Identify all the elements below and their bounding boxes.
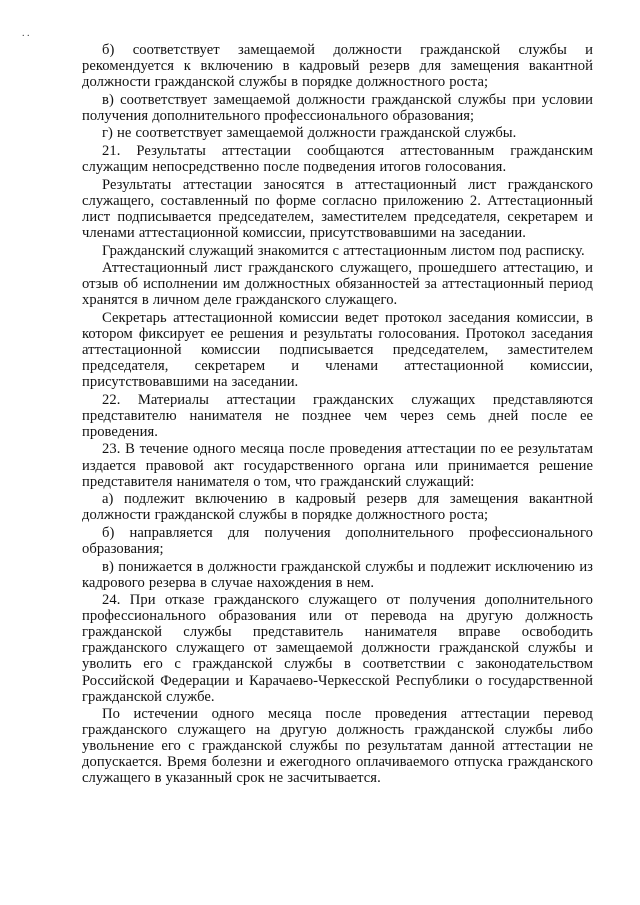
paragraph-22-materials: 22. Материалы аттестации гражданских служащих представляются представителю нанимателя не позднее чем через семь дней после ее проведения.	[82, 391, 593, 440]
paragraph-24-refusal: 24. При отказе гражданского служащего от получения дополнительного профессионального образования или от перевода на другую должность гражданской службы представитель нанимателя вправе освободить гражданского служащего от замещаемой должности гражданской службы и уволить его с гражданской службы в соответствии с законодательством Российской Федерации и Карачаево-Черкесской Республики о государственной гражданской службе.	[82, 592, 593, 705]
paragraph-v-conditional: в) соответствует замещаемой должности гражданской службы при условии получения дополнительного профессионального образования;	[82, 91, 593, 124]
paragraph-personal-file: Аттестационный лист гражданского служащего, прошедшего аттестацию, и отзыв об исполнении им должностных обязанностей за аттестационный период хранятся в личном деле гражданского служащего.	[82, 260, 593, 309]
paragraph-v-demotion: в) понижается в должности гражданской службы и подлежит исключению из кадрового резерва в случае нахождения в нем.	[82, 558, 593, 591]
paragraph-results-recorded: Результаты аттестации заносятся в аттестационный лист гражданского служащего, составленный по форме согласно приложению 2. Аттестационный лист подписывается председателем, заместителем председателя, секретарем и членами аттестационной комиссии, присутствовавшими на заседании.	[82, 176, 593, 241]
margin-mark: . .	[22, 28, 30, 39]
paragraph-g-not-corresponds: г) не соответствует замещаемой должности гражданской службы.	[102, 125, 517, 142]
document-body	[82, 42, 593, 788]
paragraph-b-recommended: б) соответствует замещаемой должности гражданской службы и рекомендуется к включению в кадровый резерв для замещения вакантной должности гражданской службы в порядке должностного роста;	[82, 42, 593, 91]
paragraph-time-limit: По истечении одного месяца после проведения аттестации перевод гражданского служащего на другую должность гражданской службы либо увольнение его с гражданской службы по результатам данной аттестации не допускается. Время болезни и ежегодного оплачиваемого отпуска гражданского служащего в указанный срок не засчитывается.	[82, 706, 593, 787]
paragraph-a-reserve: а) подлежит включению в кадровый резерв для замещения вакантной должности гражданской службы в порядке должностного роста;	[82, 491, 593, 524]
paragraph-23-decision: 23. В течение одного месяца после проведения аттестации по ее результатам издается правовой акт государственного органа или принимается решение представителя нанимателя о том, что гражданский служащий:	[82, 441, 593, 490]
paragraph-b-education: б) направляется для получения дополнительного профессионального образования;	[82, 524, 593, 557]
paragraph-21-results-communicated: 21. Результаты аттестации сообщаются аттестованным гражданским служащим непосредственно после подведения итогов голосования.	[82, 143, 593, 176]
paragraph-secretary-protocol: Секретарь аттестационной комиссии ведет протокол заседания комиссии, в котором фиксирует ее решения и результаты голосования. Протокол заседания аттестационной комиссии подписывается председателем, заместителем председателя, секретарем и членами аттестационной комиссии, присутствовавшими на заседании.	[82, 309, 593, 391]
paragraph-acquaintance: Гражданский служащий знакомится с аттестационным листом под расписку.	[102, 242, 585, 259]
